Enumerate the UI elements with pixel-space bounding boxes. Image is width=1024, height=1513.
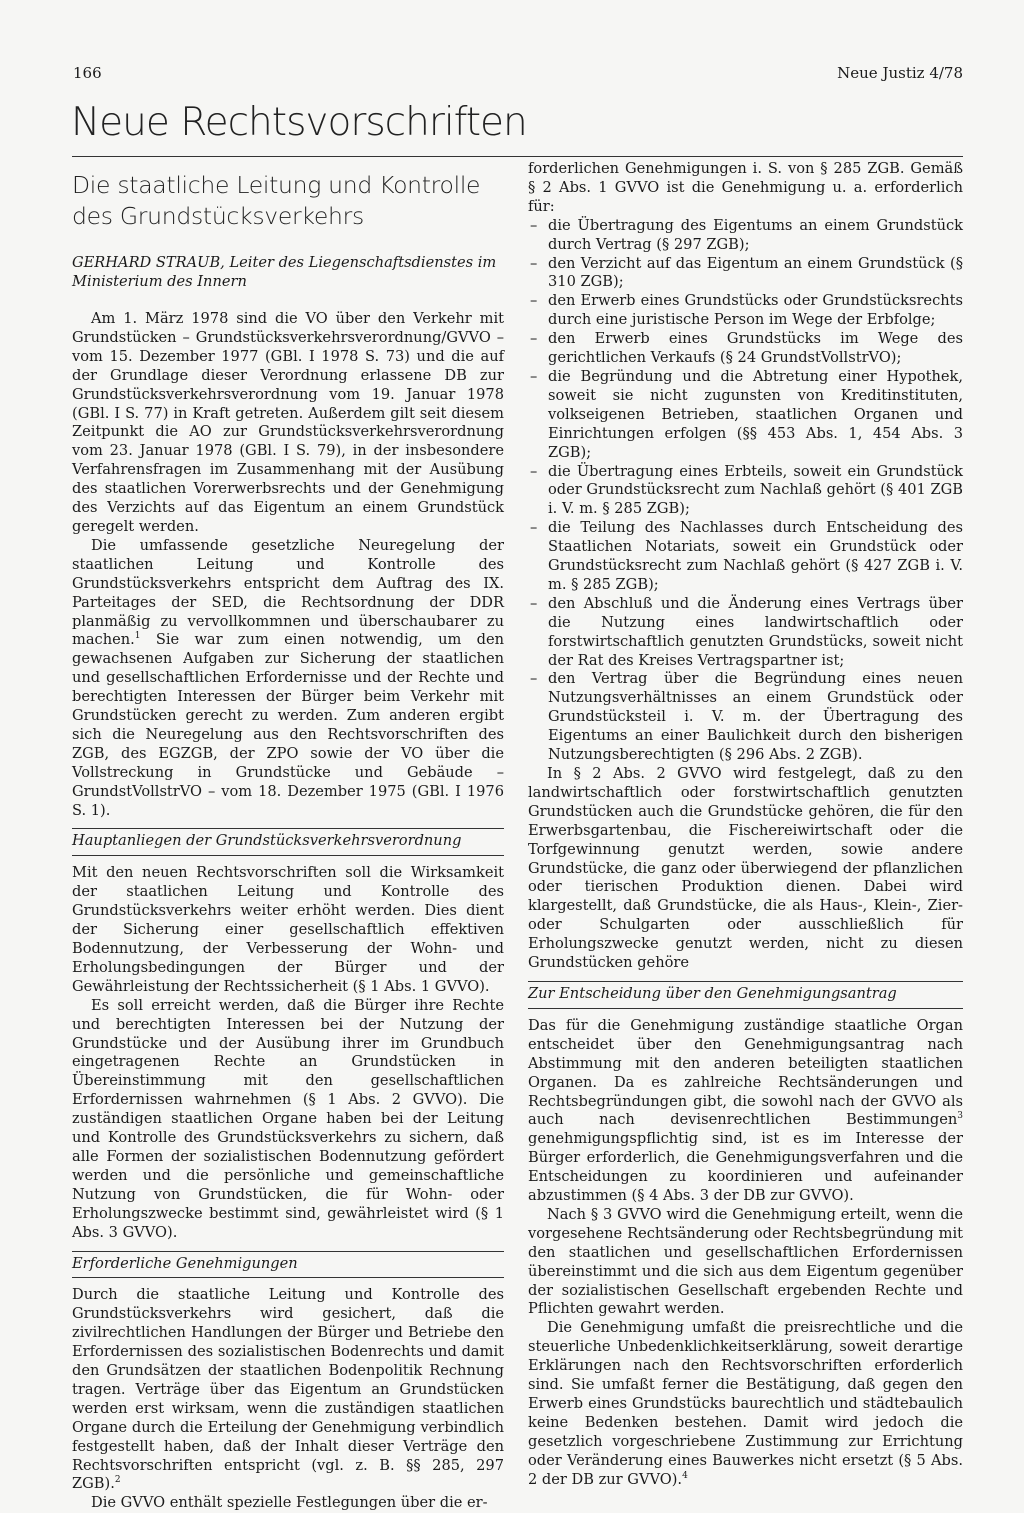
requirement-list (528, 217, 963, 765)
running-header (73, 64, 963, 84)
paragraph: Die GVVO enthält spezielle Festlegungen über die er- (91, 1494, 488, 1512)
list-item: – die Begründung und die Abtretung einer Hypothek, soweit sie nicht zugunsten von Kreditinstituten, volkseigenen Betrieben, staatlichen Organen und Einrichtungen erfolgen (§§ 453 Abs. 1, 454 Abs. 3 ZGB); (528, 368, 963, 463)
left-column (72, 160, 504, 1512)
paragraph: Das für die Genehmigung zuständige staatliche Organ entscheidet über den Genehmigungsantrag nach Abstimmung mit den anderen beteiligten staatlichen Organen. Da es zahlreiche Rechtsänderungen und Rechtsbegründungen gibt, die sowohl nach der GVVO als auch nach devisenrechtlichen Bestimmungen$^3$ genehmigungspflichtig sind, ist es im Interesse der Bürger erforderlich, die Genehmigungsverfahren und die Entscheidungen zu koordinieren und aufeinander abzustimmen (§ 4 Abs. 3 der DB zur GVVO). (528, 1016, 963, 1205)
paragraph: Die Genehmigung umfaßt die preisrechtliche und die steuerliche Unbedenklichkeitserklärung, soweit derartige Erklärungen nach den Rechtsvorschriften erforderlich sind. Sie umfaßt ferner die Bestätigung, daß gegen den Erwerb eines Grundstücks baurechtlich und städtebaulich keine Bedenken bestehen. Damit wird jedoch die gesetzlich vorgeschriebene Zustimmung zur Errichtung oder Veränderung eines Bauwerkes nicht ersetzt (§ 5 Abs. 2 der DB zur GVVO).$^4$ (528, 1319, 963, 1488)
subheading: Hauptanliegen der Grundstücksverkehrsverordnung (72, 828, 504, 856)
paragraph: Durch die staatliche Leitung und Kontrolle des Grundstücksverkehrs wird gesichert, daß die zivilrechtlichen Handlungen der Bürger und Betriebe den Erfordernissen des sozialistischen Bodenrechts und damit den Grundsätzen der staatlichen Bodenpolitik Rechnung tragen. Verträge über das Eigentum an Grundstücken werden erst wirksam, wenn die zuständigen staatlichen Organe durch die Erteilung der Genehmigung verbindlich festgestellt haben, daß der Inhalt dieser Verträge den Rechtsvorschriften entspricht (vgl. z. B. §§ 285, 297 ZGB).$^2$ (72, 1286, 504, 1493)
section-title: Neue Rechtsvorschriften (71, 100, 527, 145)
list-item: – die Übertragung eines Erbteils, soweit ein Grundstück oder Grundstücksrecht zum Nachlaß gehört (§ 401 ZGB i. V. m. § 285 ZGB); (528, 463, 963, 520)
list-item: – den Erwerb eines Grundstücks oder Grundstücksrechts durch eine juristische Person im Wege der Erbfolge; (528, 292, 963, 330)
footnote-ref: 1 (134, 631, 141, 642)
author-byline: GERHARD STRAUB, Leiter des Liegenschaftsdienstes im Ministerium des Innern (72, 254, 497, 290)
list-item: – den Vertrag über die Begründung eines neuen Nutzungsverhältnisses an einem Grundstück oder Grundstücksteil i. V. m. der Übertragung des Eigentums an einer Baulichkeit durch den bisherigen Nutzungsberechtigten (§ 296 Abs. 2 ZGB). (528, 670, 963, 765)
page-number: 166 (73, 64, 102, 82)
journal-issue: Neue Justiz 4/78 (837, 64, 963, 82)
paragraph: Es soll erreicht werden, daß die Bürger ihre Rechte und berechtigten Interessen bei der Nutzung der Grundstücke und der Ausübung ihrer im Grundbuch eingetragenen Rechte an Grundstücken in Übereinstimmung mit den gesellschaftlichen Erfordernissen wahrnehmen (§ 1 Abs. 2 GVVO). Die zuständigen staatlichen Organe haben bei der Leitung und Kontrolle des Grundstücksverkehrs zu sichern, daß alle Formen der sozialistischen Bodennutzung gefördert werden und die persönliche und gemeinschaftliche Nutzung von Grundstücken, die für Wohn- oder Erholungszwecke bestimmt sind, gewährleistet wird (§ 1 Abs. 3 GVVO). (72, 996, 504, 1241)
article-title: Die staatliche Leitung und Kontrolle des Grundstücksverkehrs (72, 171, 481, 230)
footnote-ref: 3 (957, 1111, 963, 1122)
paragraph: forderlichen Genehmigungen i. S. von § 285 ZGB. Gemäß § 2 Abs. 1 GVVO ist die Genehmigung u. a. erforderlich für: (528, 160, 963, 215)
subheading: Zur Entscheidung über den Genehmigungsantrag (528, 981, 963, 1009)
header-rule (72, 156, 963, 157)
paragraph: In § 2 Abs. 2 GVVO wird festgelegt, daß zu den landwirtschaftlich oder forstwirtschaftlich genutzten Grundstücken auch die Grundstücke gehören, die für den Erwerbsgartenbau, die Fischereiwirtschaft oder die Torfgewinnung genutzt werden, sowie andere Grundstücke, die ganz oder überwiegend der pflanzlichen oder tierischen Produktion dienen. Dabei wird klargestellt, daß Grundstücke, die als Haus-, Klein-, Zier- oder Schulgarten oder ausschließlich für Erholungszwecke genutzt werden, nicht zu diesen Grundstücken gehöre (528, 765, 963, 972)
paragraph: Die umfassende gesetzliche Neuregelung der staatlichen Leitung und Kontrolle des Grundstücksverkehrs entspricht dem Auftrag des IX. Parteitages der SED, die Rechtsordnung der DDR planmäßig zu vervollkommnen und überschaubarer zu machen.$^1$ Sie war zum einen notwendig, um den gewachsenen Aufgaben zur Sicherung der staatlichen und gesellschaftlichen Erfordernisse und der Rechte und berechtigten Interessen der Bürger beim Verkehr mit Grundstücken gerecht zu werden. Zum anderen ergibt sich die Neuregelung aus den Rechtsvorschriften des ZGB, des EGZGB, der ZPO sowie der VO über die Vollstreckung in Grundstücke und Gebäude – GrundstVollstrVO – vom 18. Dezember 1975 (GBl. I 1976 S. 1). (72, 536, 504, 819)
list-item: – den Erwerb eines Grundstücks im Wege des gerichtlichen Verkaufs (§ 24 GrundstVollstrVO); (528, 330, 963, 368)
footnote-ref: 2 (114, 1475, 121, 1486)
paragraph: Mit den neuen Rechtsvorschriften soll die Wirksamkeit der staatlichen Leitung und Kontrolle des Grundstücksverkehrs weiter erhöht werden. Dies dient der Sicherung einer gesellschaftlich effektiven Bodennutzung, der Verbesserung der Wohn- und Erholungsbedingungen der Bürger und der Gewährleistung der Rechtssicherheit (§ 1 Abs. 1 GVVO). (72, 864, 504, 995)
list-item: – die Übertragung des Eigentums an einem Grundstück durch Vertrag (§ 297 ZGB); (528, 217, 963, 255)
paragraph: Am 1. März 1978 sind die VO über den Verkehr mit Grundstücken – Grundstücksverkehrsverordnung/GVVO – vom 15. Dezember 1977 (GBl. I 1978 S. 73) und die auf der Grundlage dieser Verordnung erlassene DB zur Grundstücksverkehrsverordnung vom 19. Januar 1978 (GBl. I S. 77) in Kraft getreten. Außerdem gilt seit diesem Zeitpunkt die AO zur Grundstücksverkehrsverordnung vom 23. Januar 1978 (GBl. I S. 79), in der insbesondere Verfahrensfragen im Zusammenhang mit der Ausübung des staatlichen Vorerwerbsrechts und der Genehmigung des Verzichts auf das Eigentum an einem Grundstück geregelt werden. (72, 310, 504, 535)
subheading: Erforderliche Genehmigungen (72, 1251, 504, 1279)
footnote-ref: 4 (682, 1470, 688, 1481)
right-column (528, 160, 963, 1488)
list-item: – den Abschluß und die Änderung eines Vertrags über die Nutzung eines landwirtschaftlich oder forstwirtschaftlich genutzten Grundstücks, soweit nicht der Rat des Kreises Vertragspartner ist; (528, 595, 963, 671)
paragraph: Nach § 3 GVVO wird die Genehmigung erteilt, wenn die vorgesehene Rechtsänderung oder Rechtsbegründung mit den staatlichen und gesellschaftlichen Erfordernissen übereinstimmt und die sich aus dem Eigentum gegenüber der sozialistischen Gesellschaft ergebenden Rechte und Pflichten gewahrt werden. (528, 1205, 963, 1318)
list-item: – den Verzicht auf das Eigentum an einem Grundstück (§ 310 ZGB); (528, 255, 963, 293)
list-item: – die Teilung des Nachlasses durch Entscheidung des Staatlichen Notariats, soweit ein Grundstück oder Grundstücksrecht zum Nachlaß gehört (§ 427 ZGB i. V. m. § 285 ZGB); (528, 519, 963, 595)
